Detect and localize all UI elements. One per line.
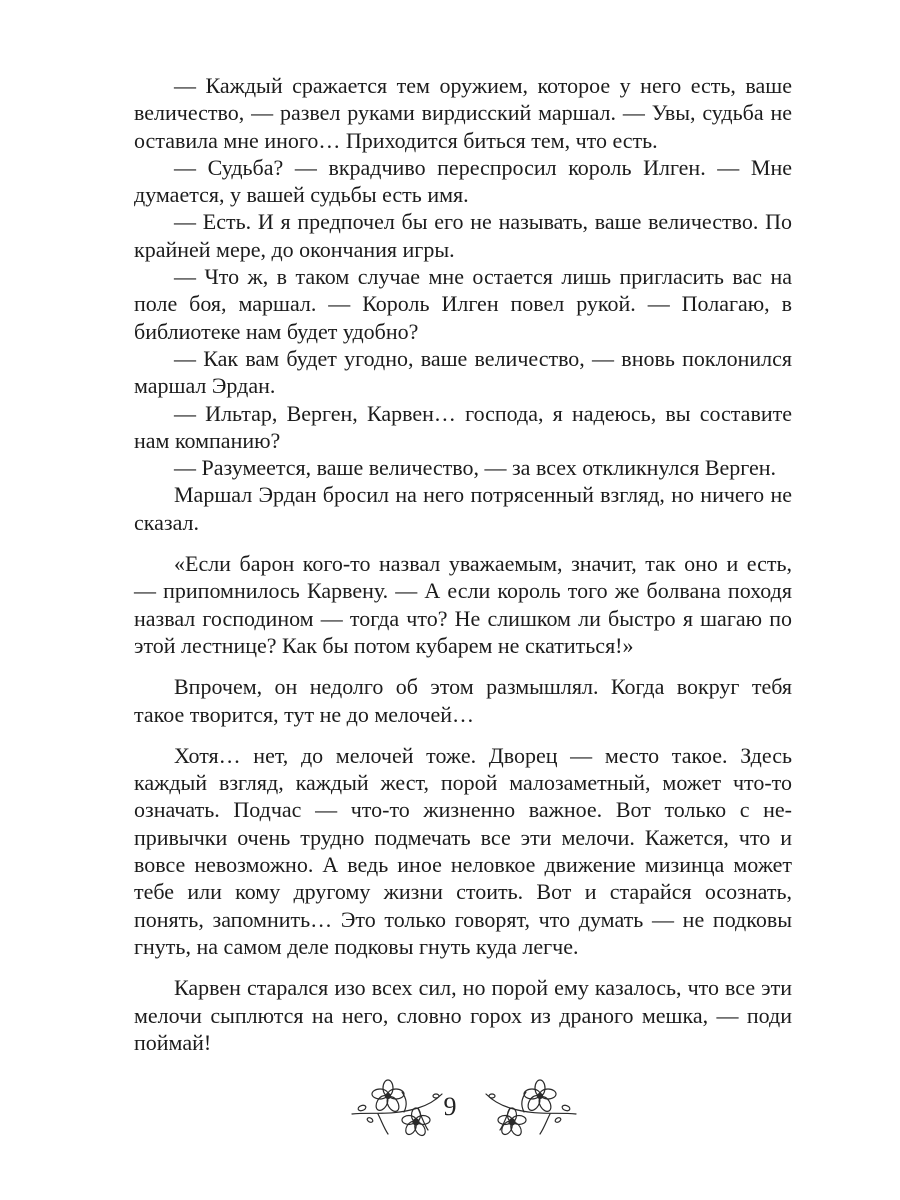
paragraph: — Что ж, в таком случае мне остается лишь пригласить вас на поле боя, маршал. — Король Илген повел рукой. — Полагаю, в библиотеке нам будет удобно? (134, 264, 792, 344)
paragraph: Хотя… нет, до мелочей тоже. Дворец — место такое. Здесь каждый взгляд, каждый жест, порой малозаметный, может что-то означать. Подчас — что-то жизненно важное. Вот только с непривычки очень трудно подмечать все эти мелочи. Кажется, что и вовсе невозможно. А ведь иное неловкое движение мизинца может тебе или кому другому жизни стоить. Вот и старайся осознать, понять, запомнить… Это только говорят, что думать — не подковы гнуть, на самом деле подковы гнуть куда легче. (134, 742, 792, 959)
page-number: 9 (443, 1092, 457, 1121)
paragraph: — Есть. И я предпочел бы его не называть, ваше величество. По крайней мере, до окончания игры. (134, 209, 792, 262)
page-footer (0, 1068, 900, 1148)
paragraph: — Каждый сражается тем оружием, которое у него есть, ваше величество, — развел руками вирдисский маршал. — Увы, судьба не оставила мне иного… Приходится биться тем, что есть. (134, 73, 792, 153)
paragraph: — Как вам будет угодно, ваше величество, — вновь поклонился маршал Эрдан. (134, 345, 792, 399)
paragraph: — Ильтар, Верген, Карвен… господа, я надеюсь, вы составите нам компанию? (134, 400, 792, 453)
paragraph: Маршал Эрдан бросил на него потрясенный взгляд, но ничего не сказал. (134, 482, 792, 535)
cherry-blossom-branch-icon (482, 1074, 580, 1142)
paragraph: — Судьба? — вкрадчиво переспросил король Илген. — Мне думается, у вашей судьбы есть имя. (134, 154, 792, 208)
paragraph: «Если барон кого-то назвал уважаемым, значит, так оно и есть, — припомнилось Карвену. — А если король того же болвана походя назвал господином — тогда что? Не слишком ли быстро я шагаю по этой лестнице? Как бы потом кубарем не скатиться!» (134, 551, 792, 658)
page-body (134, 72, 792, 1056)
paragraph: — Разумеется, ваше величество, — за всех откликнулся Верген. (174, 455, 777, 481)
paragraph: Карвен старался изо всех сил, но порой ему казалось, что все эти мелочи сыплются на него, словно горох из драного мешка, — поди поймай! (134, 975, 792, 1055)
paragraph: Впрочем, он недолго об этом размышлял. Когда вокруг тебя такое творится, тут не до мелочей… (134, 674, 792, 727)
